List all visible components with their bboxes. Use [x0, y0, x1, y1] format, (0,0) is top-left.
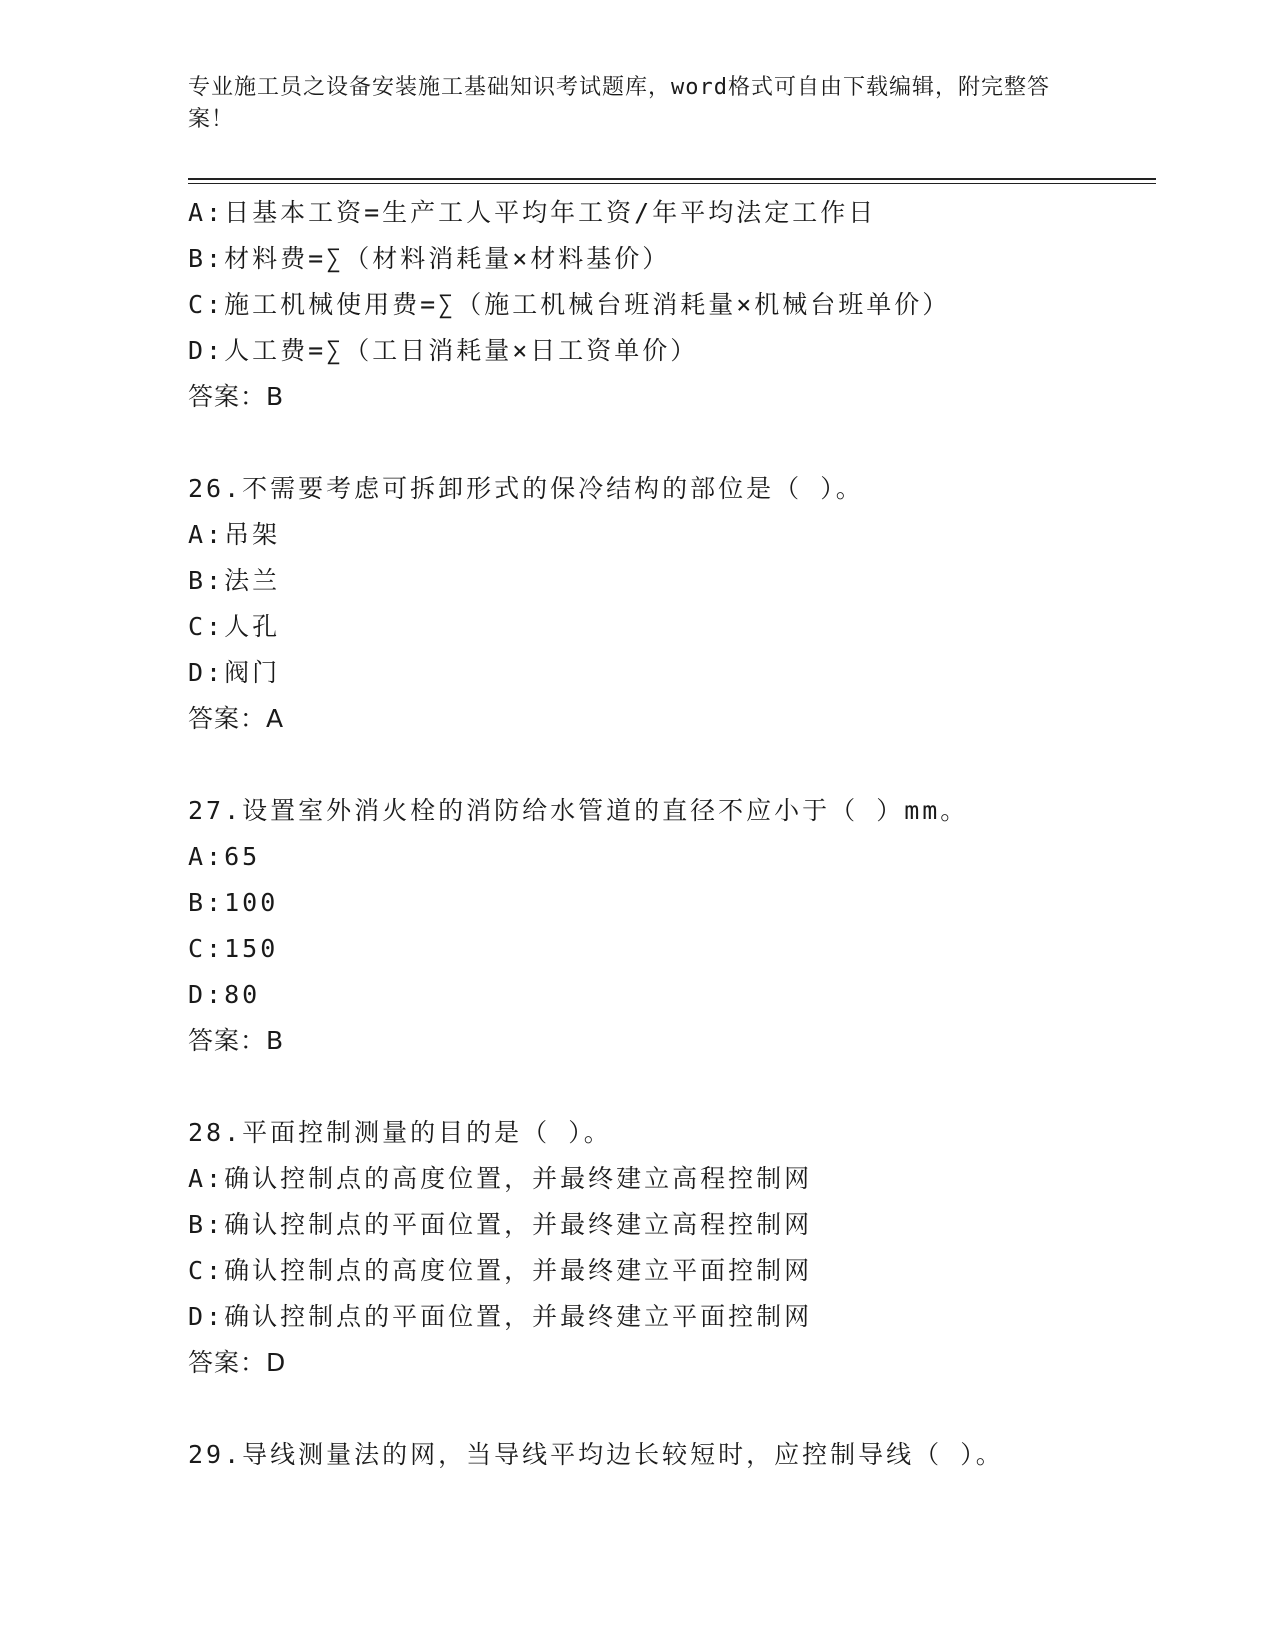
question-stem: 29.导线测量法的网，当导线平均边长较短时，应控制导线（ ）。 [188, 1440, 1004, 1469]
option-a: A:吊架 [188, 520, 281, 549]
question-block-25 [188, 190, 1148, 420]
document-header: 专业施工员之设备安装施工基础知识考试题库，word格式可自由下载编辑，附完整答案！ [188, 75, 1050, 132]
option-b: B:确认控制点的平面位置，并最终建立高程控制网 [188, 1210, 813, 1239]
question-stem: 27.设置室外消火栓的消防给水管道的直径不应小于（ ）mm。 [188, 796, 969, 825]
option-d: D:阀门 [188, 658, 281, 687]
spacer [188, 1386, 1148, 1432]
header-divider-thick [188, 178, 1156, 180]
question-block-26 [188, 466, 1148, 742]
question-block-28 [188, 1110, 1148, 1386]
answer-label: 答案：D [188, 1348, 287, 1377]
question-list [188, 190, 1148, 1478]
option-b: B:法兰 [188, 566, 281, 595]
question-stem: 28.平面控制测量的目的是（ ）。 [188, 1118, 612, 1147]
option-c: C:150 [188, 934, 279, 963]
option-b: B:100 [188, 888, 279, 917]
header-divider-thin [188, 183, 1156, 184]
question-block-27 [188, 788, 1148, 1064]
question-stem: 26.不需要考虑可拆卸形式的保冷结构的部位是（ ）。 [188, 474, 864, 503]
option-c: C:确认控制点的高度位置，并最终建立平面控制网 [188, 1256, 813, 1285]
option-d: D:人工费=∑（工日消耗量×日工资单价） [188, 336, 699, 365]
option-c: C:人孔 [188, 612, 281, 641]
option-d: D:80 [188, 980, 261, 1009]
option-c: C:施工机械使用费=∑（施工机械台班消耗量×机械台班单价） [188, 290, 951, 319]
option-a: A:65 [188, 842, 261, 871]
spacer [188, 420, 1148, 466]
spacer [188, 1064, 1148, 1110]
spacer [188, 742, 1148, 788]
answer-label: 答案：B [188, 1026, 285, 1055]
option-d: D:确认控制点的平面位置，并最终建立平面控制网 [188, 1302, 813, 1331]
question-block-29 [188, 1432, 1148, 1478]
answer-label: 答案：A [188, 704, 285, 733]
option-a: A:日基本工资=生产工人平均年工资/年平均法定工作日 [188, 198, 877, 227]
option-b: B:材料费=∑（材料消耗量×材料基价） [188, 244, 671, 273]
answer-label: 答案：B [188, 382, 285, 411]
option-a: A:确认控制点的高度位置，并最终建立高程控制网 [188, 1164, 813, 1193]
